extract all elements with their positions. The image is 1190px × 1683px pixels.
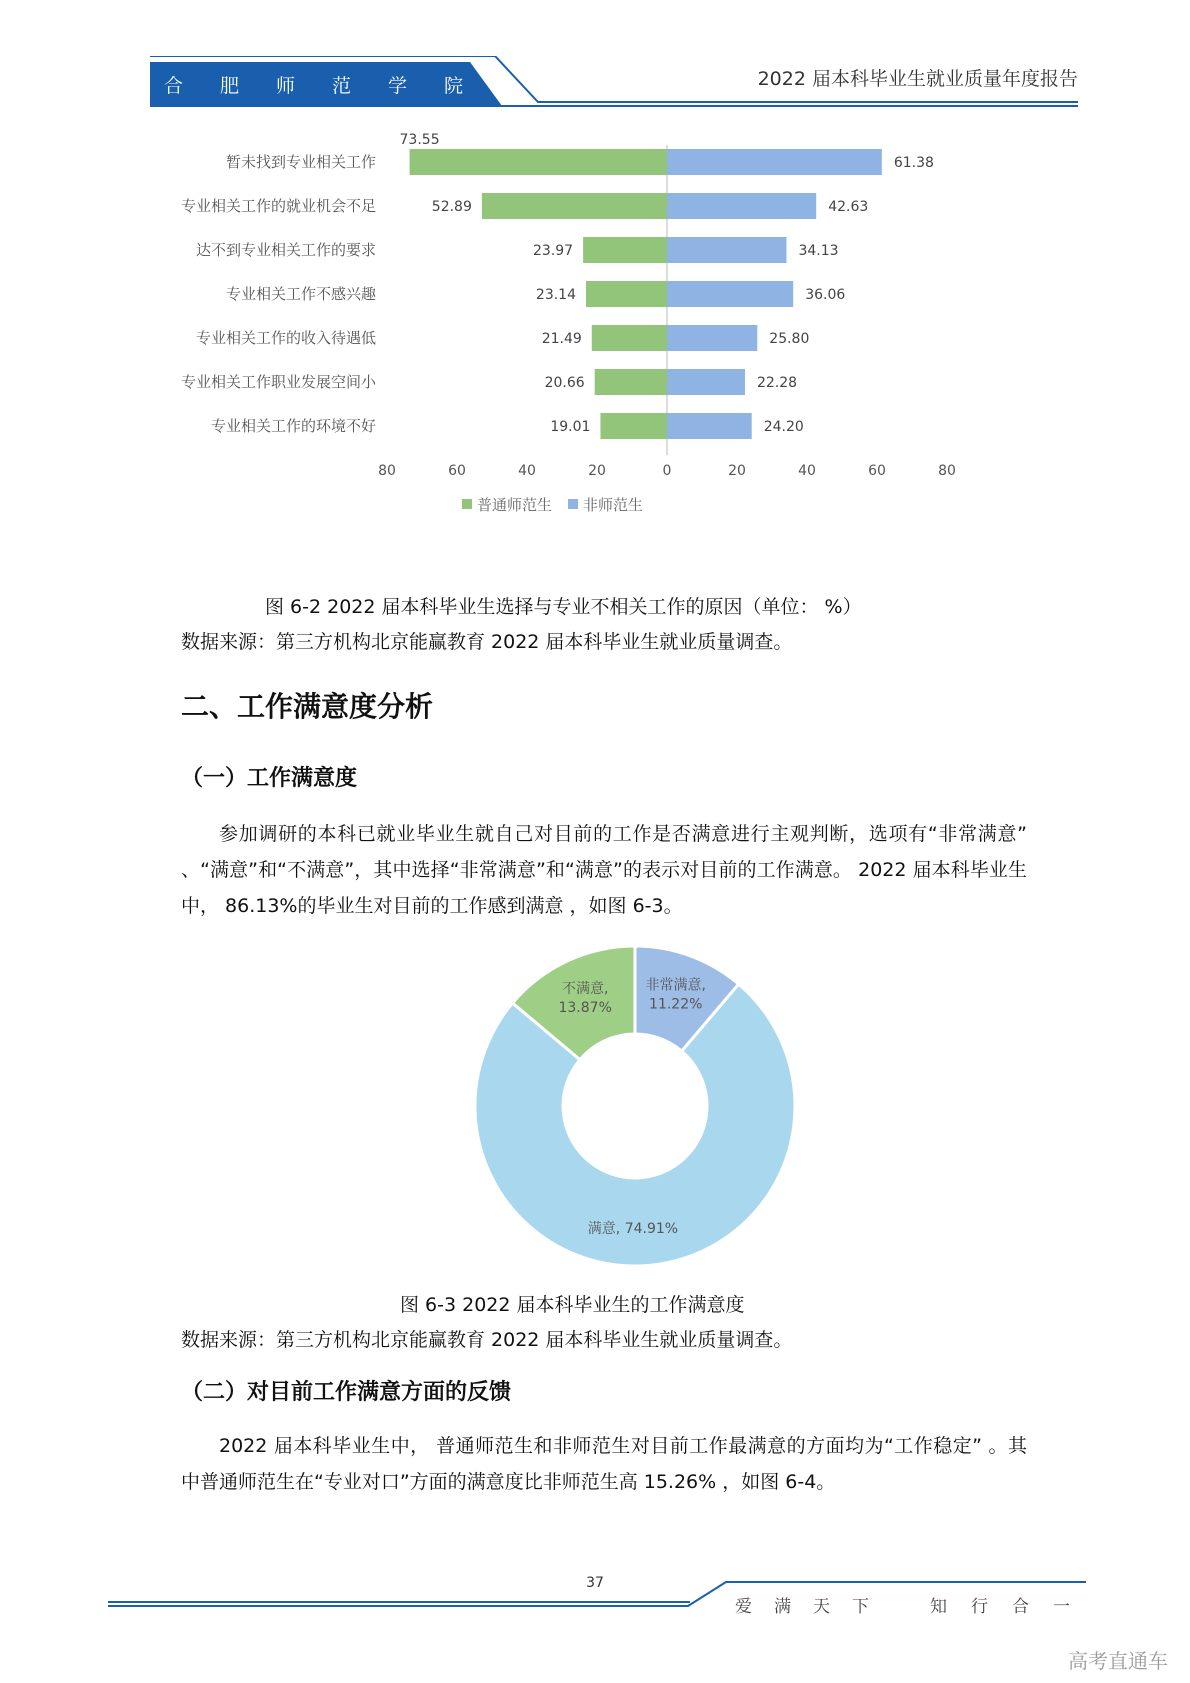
- data-label-non-normal: 22.28: [756, 375, 798, 391]
- section-heading: 二、工作满意度分析: [181, 690, 434, 723]
- data-label-normal: 73.55: [399, 132, 440, 148]
- figure-6-2-source: 数据来源：第三方机构北京能赢教育 2022 届本科毕业生就业质量调查。: [181, 631, 793, 653]
- paragraph-feedback: 2022 届本科毕业生中， 普通师范生和非师范生对目前工作最满意的方面均为“工作稳定” 。其中普通师范生在“专业对口”方面的满意度比非师范生高 15.26% ，如图 6-4。: [181, 1435, 1027, 1493]
- subsection-2-heading: （二）对目前工作满意方面的反馈: [181, 1380, 512, 1405]
- bar-normal-student: [482, 193, 667, 219]
- x-tick-label: 40: [798, 463, 816, 479]
- motto-right: 知行合一: [930, 1597, 1094, 1617]
- category-label: 达不到专业相关工作的要求: [195, 241, 376, 259]
- motto-left: 爱满天下: [735, 1597, 891, 1617]
- satisfaction-donut-chart: [440, 924, 930, 1274]
- bar-non-normal-student: [667, 237, 786, 263]
- school-name: 合肥师范学院: [164, 74, 501, 97]
- bar-normal-student: [586, 281, 667, 307]
- slice-label: 不满意,: [561, 981, 609, 998]
- legend-label-normal: 普通师范生: [477, 496, 553, 514]
- data-label-non-normal: 25.80: [769, 331, 810, 347]
- slice-value-label: 11.22%: [649, 996, 703, 1013]
- slice-label: 满意, 74.91%: [587, 1220, 679, 1237]
- bar-non-normal-student: [667, 413, 752, 439]
- figure-6-3-caption: 图 6-3 2022 届本科毕业生的工作满意度: [400, 1294, 745, 1316]
- bar-non-normal-student: [667, 325, 757, 351]
- report-title: 2022 届本科毕业生就业质量年度报告: [757, 68, 1078, 90]
- data-label-normal: 23.14: [535, 287, 577, 303]
- bar-non-normal-student: [667, 193, 816, 219]
- bar-non-normal-student: [667, 149, 882, 175]
- reasons-butterfly-chart: [150, 130, 1050, 570]
- bar-normal-student: [595, 369, 667, 395]
- page-number: 37: [586, 1575, 604, 1591]
- legend-swatch-normal: [462, 499, 472, 509]
- x-tick-label: 60: [448, 463, 466, 479]
- x-tick-label: 0: [662, 463, 672, 479]
- category-label: 专业相关工作的收入待遇低: [195, 329, 376, 347]
- subsection-1-heading: （一）工作满意度: [181, 766, 358, 791]
- bar-normal-student: [592, 325, 667, 351]
- legend-label-non-normal: 非师范生: [583, 496, 644, 514]
- slice-value-label: 13.87%: [558, 1000, 612, 1017]
- data-label-non-normal: 61.38: [893, 155, 934, 171]
- category-label: 专业相关工作职业发展空间小: [180, 373, 376, 391]
- data-label-normal: 52.89: [431, 199, 472, 215]
- bar-normal-student: [410, 149, 667, 175]
- figure-6-3-source: 数据来源：第三方机构北京能赢教育 2022 届本科毕业生就业质量调查。: [181, 1329, 793, 1351]
- bar-non-normal-student: [667, 281, 793, 307]
- category-label: 暂未找到专业相关工作: [225, 153, 376, 171]
- x-tick-label: 80: [378, 463, 396, 479]
- data-label-non-normal: 24.20: [763, 419, 804, 435]
- bar-normal-student: [600, 413, 667, 439]
- x-tick-label: 60: [868, 463, 886, 479]
- legend-swatch-non-normal: [568, 499, 578, 509]
- category-label: 专业相关工作的环境不好: [210, 417, 376, 435]
- x-tick-label: 40: [518, 463, 536, 479]
- data-label-normal: 20.66: [544, 375, 585, 391]
- figure-6-2-caption: 图 6-2 2022 届本科毕业生选择与专业不相关工作的原因（单位： %）: [265, 596, 862, 618]
- paragraph-satisfaction: 参加调研的本科已就业毕业生就自己对目前的工作是否满意进行主观判断，选项有“非常满意” 、“满意”和“不满意”，其中选择“非常满意”和“满意”的表示对目前的工作满意。 2022 届本科毕业生中， 86.13%的毕业生对目前的工作感到满意 ，如图 6-3。: [181, 823, 1027, 917]
- data-label-non-normal: 42.63: [828, 199, 869, 215]
- bar-normal-student: [583, 237, 667, 263]
- x-tick-label: 20: [588, 463, 606, 479]
- bar-non-normal-student: [667, 369, 745, 395]
- data-label-non-normal: 34.13: [798, 243, 839, 259]
- data-label-non-normal: 36.06: [805, 287, 846, 303]
- category-label: 专业相关工作不感兴趣: [225, 285, 376, 303]
- slice-label: 非常满意,: [645, 977, 706, 994]
- category-label: 专业相关工作的就业机会不足: [180, 197, 376, 215]
- watermark: 高考直通车: [1068, 1649, 1168, 1673]
- data-label-normal: 19.01: [550, 419, 591, 435]
- data-label-normal: 21.49: [541, 331, 582, 347]
- x-tick-label: 20: [728, 463, 746, 479]
- x-tick-label: 80: [938, 463, 956, 479]
- data-label-normal: 23.97: [533, 243, 574, 259]
